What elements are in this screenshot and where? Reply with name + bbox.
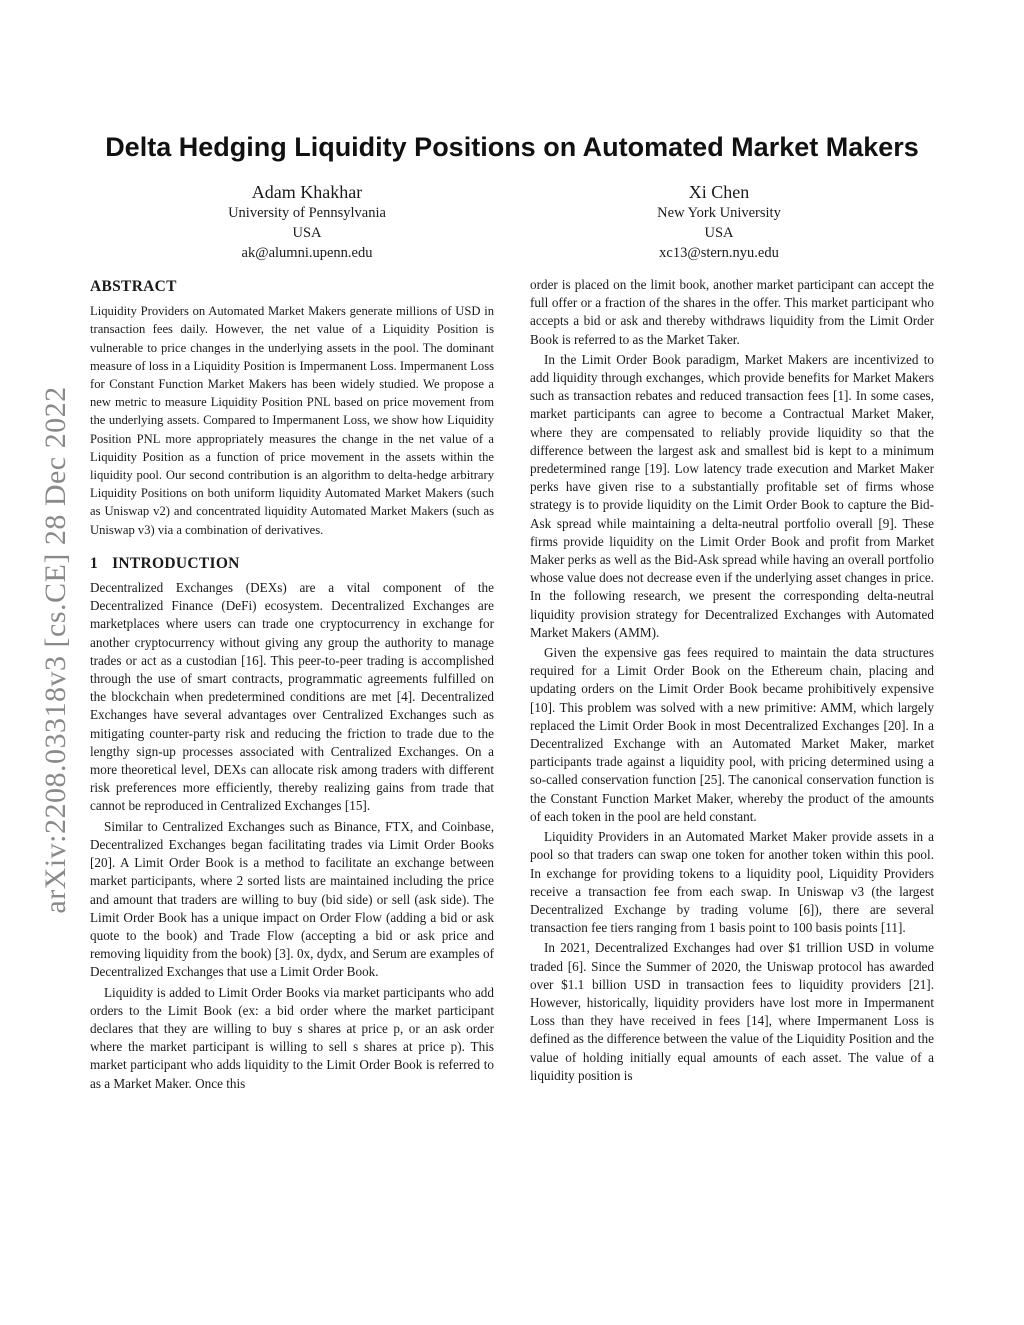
arxiv-identifier-stamp: arXiv:2208.03318v3 [cs.CE] 28 Dec 2022 <box>39 386 72 914</box>
paragraph: Liquidity Providers in an Automated Market Maker provide assets in a pool so that traders can swap one token for another token within this pool. In exchange for providing tokens to a liquidity pool, Liquidity Providers receive a transaction fee from each swap. In Uniswap v3 (the largest Decentralized Exchange by trading volume [6]), there are several transaction fee tiers ranging from 1 basis point to 100 basis points [11]. <box>530 829 934 936</box>
paragraph: order is placed on the limit book, another market participant can accept the full offer or a fraction of the shares in the offer. This market participant who accepts a bid or ask and thereby withdraws liquidity from the Limit Order Book is referred to as the Market Taker. <box>530 277 934 347</box>
author-name: Adam Khakhar <box>251 182 363 202</box>
abstract-heading: ABSTRACT <box>90 278 177 295</box>
author-name: Xi Chen <box>688 182 750 202</box>
left-column <box>90 278 494 1093</box>
introduction-heading <box>90 555 494 573</box>
author-email: ak@alumni.upenn.edu <box>241 245 373 261</box>
author-affiliation: University of Pennsylvania <box>228 205 386 221</box>
right-column <box>530 276 934 1085</box>
author-block-2 <box>569 181 869 263</box>
paper-title: Delta Hedging Liquidity Positions on Automated Market Makers <box>105 132 919 162</box>
paragraph: Given the expensive gas fees required to maintain the data structures required for a Limit Order Book on the Ethereum chain, placing and updating orders on the Limit Order Book became prohibitively expensive [10]. This problem was solved with a new primitive: AMM, which largely replaced the Limit Order Book in most Decentralized Exchanges [20]. In a Decentralized Exchange with an Automated Market Maker, market participants trade against a liquidity pool, with pricing determined using a so-called conservation function [25]. The canonical conservation function is the Constant Function Market Maker, whereby the product of the amounts of each token in the pool are held constant. <box>530 645 934 824</box>
author-block-1 <box>157 181 457 263</box>
author-country: USA <box>704 225 734 241</box>
author-email: xc13@stern.nyu.edu <box>659 245 779 261</box>
abstract-text: Liquidity Providers on Automated Market Makers generate millions of USD in transaction fees daily. However, the net value of a Liquidity Position is vulnerable to price changes in the underlying assets in the pool. The dominant measure of loss in a Liquidity Position is Impermanent Loss. Impermanent Loss for Constant Function Market Makers has been widely studied. We propose a new metric to measure Liquidity Position PNL based on price movement from the underlying assets. Compared to Impermanent Loss, we show how Liquidity Position PNL more appropriately measures the change in the net value of a Liquidity Position as a function of price movement in the assets within the liquidity pool. Our second contribution is an algorithm to delta-hedge arbitrary Liquidity Positions on both uniform liquidity Automated Market Makers (such as Uniswap v2) and concentrated liquidity Automated Market Makers (such as Uniswap v3) via a combination of derivatives. <box>90 304 494 537</box>
author-affiliation: New York University <box>657 205 781 221</box>
paragraph: Decentralized Exchanges (DEXs) are a vital component of the Decentralized Finance (DeFi) ecosystem. Decentralized Exchanges are marketplaces where users can trade one cryptocurrency in exchange for another cryptocurrency without giving any group the authority to manage trades or act as a custodian [16]. This peer-to-peer trading is accomplished through the use of smart contracts, programmatic agreements fulfilled on the blockchain when predetermined conditions are met [4]. Decentralized Exchanges have several advantages over Centralized Exchanges such as mitigating counter-party risk and reducing the friction to trade due to the lengthy sign-up processes associated with Centralized Exchanges. On a more theoretical level, DEXs can allocate risk among traders with different risk preferences more efficiently, thereby realizing gains from trade that cannot be reproduced in Centralized Exchanges [15]. <box>90 580 494 814</box>
author-country: USA <box>292 225 322 241</box>
section-title: INTRODUCTION <box>112 554 240 572</box>
paragraph: In 2021, Decentralized Exchanges had over $1 trillion USD in volume traded [6]. Since the Summer of 2020, the Uniswap protocol has awarded over $1.1 billion USD in transaction fees to liquidity providers [21]. However, historically, liquidity providers have lost more in Impermanent Loss than they have received in fees [14], where Impermanent Loss is defined as the difference between the value of the Liquidity Position and the value of holding initially equal amounts of each asset. The value of a liquidity position is <box>530 940 934 1083</box>
paragraph: In the Limit Order Book paradigm, Market Makers are incentivized to add liquidity through exchanges, which provide benefits for Market Makers such as transaction rebates and reduced transaction fees [1]. In some cases, market participants can agree to become a Contractual Market Maker, where they are compensated to reliably provide liquidity so that the difference between the largest ask and smallest bid is kept to a minimum predetermined range [19]. Low latency trade execution and Market Maker perks have given rise to a substantially profitable set of firms whose strategy is to provide liquidity on the Limit Order Book to capture the Bid-Ask spread while maintaining a delta-neutral portfolio overall [9]. These firms provide liquidity on the Limit Order Book and profit from Market Maker perks as well as the Bid-Ask spread while having an overall portfolio whose value does not decrease even if the underlying asset changes in price. In the following research, we present the corresponding delta-neutral liquidity provision strategy for Decentralized Exchanges with Automated Market Makers (AMM). <box>530 351 934 640</box>
section-number: 1 <box>90 554 99 572</box>
paragraph: Liquidity is added to Limit Order Books via market participants who add orders to the Limit Book (ex: a bid order where the market participant declares that they are willing to buy s shares at price p, or an ask order where the market participant is willing to sell s shares at price p). This market participant who adds liquidity to the Limit Order Book is referred to as a Market Maker. Once this <box>90 984 494 1091</box>
paragraph: Similar to Centralized Exchanges such as Binance, FTX, and Coinbase, Decentralized Exchanges began facilitating trades via Limit Order Books [20]. A Limit Order Book is a method to facilitate an exchange between market participants, where 2 sorted lists are maintained including the price and amount that traders are willing to buy (bid side) or sell (ask side). The Limit Order Book has a unique impact on Order Flow (adding a bid or ask quote to the book) and Trade Flow (accepting a bid or ask price and removing liquidity from the book) [3]. 0x, dydx, and Serum are examples of Decentralized Exchanges that use a Limit Order Book. <box>90 818 494 980</box>
